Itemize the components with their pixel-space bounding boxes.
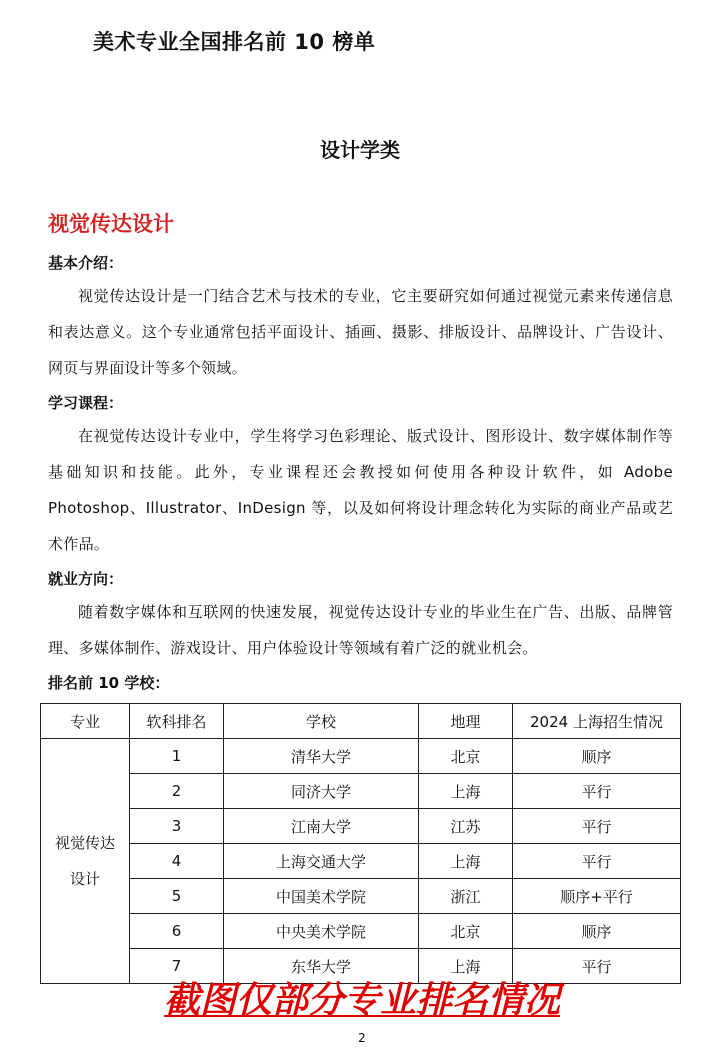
ranking-label: 排名前 10 学校： [48, 674, 170, 692]
category-heading [0, 134, 724, 163]
table-row [41, 914, 681, 949]
header-region: 地理 [419, 704, 513, 739]
courses-label: 学习课程： [48, 394, 124, 412]
intro-label: 基本介绍： [48, 254, 124, 272]
header-admission: 2024 上海招生情况 [513, 704, 681, 739]
table-row [41, 879, 681, 914]
admission-cell: 平行 [513, 949, 681, 984]
page-number: 2 [358, 1031, 366, 1045]
career-paragraph: 随着数字媒体和互联网的快速发展，视觉传达设计专业的毕业生在广告、出版、品牌管理、多媒体制作、游戏设计、用户体验设计等领域有着广泛的就业机会。 [48, 603, 673, 657]
school-cell: 东华大学 [224, 949, 419, 984]
rank-cell: 3 [130, 809, 224, 844]
rank-cell: 2 [130, 774, 224, 809]
major-cell-text: 视觉传达设计 [54, 834, 115, 888]
career-label: 就业方向： [48, 570, 124, 588]
region-cell: 北京 [419, 914, 513, 949]
rank-cell: 7 [130, 949, 224, 984]
category-heading-text: 设计学类 [320, 138, 400, 162]
school-cell: 中国美术学院 [224, 879, 419, 914]
school-cell: 清华大学 [224, 739, 419, 774]
table-row [41, 739, 681, 774]
school-cell: 同济大学 [224, 774, 419, 809]
table-header-row [41, 704, 681, 739]
table-row [41, 774, 681, 809]
region-cell: 上海 [419, 949, 513, 984]
admission-cell: 平行 [513, 774, 681, 809]
admission-cell: 平行 [513, 809, 681, 844]
region-cell: 浙江 [419, 879, 513, 914]
table-row [41, 844, 681, 879]
region-cell: 上海 [419, 774, 513, 809]
region-cell: 北京 [419, 739, 513, 774]
school-cell: 江南大学 [224, 809, 419, 844]
table-row [41, 809, 681, 844]
intro-paragraph: 视觉传达设计是一门结合艺术与技术的专业，它主要研究如何通过视觉元素来传递信息和表达意义。这个专业通常包括平面设计、插画、摄影、排版设计、品牌设计、广告设计、网页与界面设计等多个领域。 [48, 287, 673, 377]
rank-cell: 4 [130, 844, 224, 879]
school-cell: 中央美术学院 [224, 914, 419, 949]
major-cell [41, 739, 130, 984]
school-cell: 上海交通大学 [224, 844, 419, 879]
major-heading: 视觉传达设计 [48, 212, 174, 236]
region-cell: 江苏 [419, 809, 513, 844]
admission-cell: 顺序 [513, 914, 681, 949]
watermark-caption: 截图仅部分专业排名情况 [163, 980, 560, 1021]
rank-cell: 6 [130, 914, 224, 949]
header-rank: 软科排名 [130, 704, 224, 739]
ranking-table [40, 703, 681, 984]
header-school: 学校 [224, 704, 419, 739]
document-title: 美术专业全国排名前 10 榜单 [93, 30, 376, 54]
admission-cell: 顺序+平行 [513, 879, 681, 914]
admission-cell: 平行 [513, 844, 681, 879]
region-cell: 上海 [419, 844, 513, 879]
rank-cell: 5 [130, 879, 224, 914]
courses-paragraph: 在视觉传达设计专业中，学生将学习色彩理论、版式设计、图形设计、数字媒体制作等基础知识和技能。此外，专业课程还会教授如何使用各种设计软件，如 Adobe Photoshop、Illustrator、InDesign 等，以及如何将设计理念转化为实际的商业产品或艺术作品。 [48, 427, 673, 553]
header-major: 专业 [41, 704, 130, 739]
rank-cell: 1 [130, 739, 224, 774]
admission-cell: 顺序 [513, 739, 681, 774]
